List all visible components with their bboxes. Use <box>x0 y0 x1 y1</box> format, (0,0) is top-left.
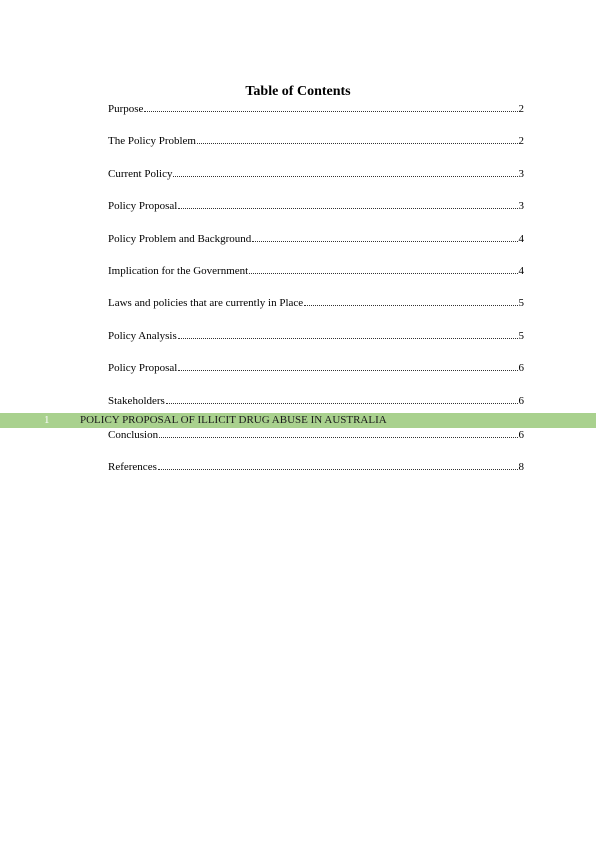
toc-entry-page-number: 4 <box>518 232 524 245</box>
toc-entry-label: Conclusion <box>108 429 159 441</box>
toc-entry[interactable] <box>108 393 524 409</box>
toc-dot-leader <box>144 101 517 112</box>
toc-dot-leader <box>252 231 517 242</box>
toc-dot-leader <box>173 166 517 177</box>
toc-entry-page-number: 4 <box>518 264 524 277</box>
toc-dot-leader <box>304 295 517 306</box>
toc-dot-leader <box>178 328 518 339</box>
toc-entry-page-number: 2 <box>518 135 524 148</box>
toc-entry[interactable] <box>108 231 524 247</box>
toc-entry[interactable] <box>108 360 524 376</box>
toc-entry-label: References <box>108 461 157 474</box>
toc-entry-label: Purpose <box>108 103 144 115</box>
toc-dot-leader <box>178 360 517 371</box>
toc-entry[interactable] <box>108 295 524 311</box>
toc-entry-label: Stakeholders <box>108 394 165 407</box>
toc-entry-label: Current Policy <box>108 167 173 180</box>
toc-entry-page-number: 3 <box>518 200 524 213</box>
toc-entry-label: Implication for the Government <box>108 264 249 277</box>
toc-entry[interactable] <box>108 101 524 117</box>
toc-dot-leader <box>178 198 517 209</box>
toc-dot-leader <box>249 263 517 274</box>
toc-entry-label: Policy Proposal <box>108 362 178 375</box>
toc-entry-label: Policy Proposal <box>108 200 178 213</box>
toc-entry[interactable] <box>108 133 524 149</box>
toc-dot-leader <box>197 133 518 144</box>
toc-entry-page-number: 5 <box>518 297 524 310</box>
toc-entry[interactable] <box>108 166 524 182</box>
toc-list-continued <box>108 427 524 492</box>
toc-entry[interactable] <box>108 427 524 443</box>
toc-entry-page-number: 2 <box>518 103 524 115</box>
toc-entry-label: Laws and policies that are currently in Place <box>108 297 304 310</box>
toc-title: Table of Contents <box>245 84 351 99</box>
header-running-title: POLICY PROPOSAL OF ILLICIT DRUG ABUSE IN AUSTRALIA <box>80 414 387 426</box>
toc-dot-leader <box>158 459 518 470</box>
header-page-number: 1 <box>44 414 50 426</box>
toc-entry[interactable] <box>108 198 524 214</box>
toc-entry-label: The Policy Problem <box>108 135 196 148</box>
toc-entry-page-number: 5 <box>518 329 524 342</box>
toc-entry[interactable] <box>108 328 524 344</box>
toc-entry-page-number: 8 <box>518 461 524 474</box>
toc-entry-label: Policy Problem and Background <box>108 232 252 245</box>
toc-entry-label: Policy Analysis <box>108 329 177 342</box>
toc-entry-page-number: 6 <box>518 429 524 441</box>
toc-list <box>108 101 524 425</box>
toc-dot-leader <box>166 393 518 404</box>
toc-dot-leader <box>159 427 517 438</box>
toc-entry-page-number: 6 <box>518 362 524 375</box>
toc-entry[interactable] <box>108 263 524 279</box>
toc-entry-page-number: 3 <box>518 167 524 180</box>
toc-entry-page-number: 6 <box>518 394 524 407</box>
toc-entry[interactable] <box>108 459 524 475</box>
running-header <box>0 413 596 428</box>
